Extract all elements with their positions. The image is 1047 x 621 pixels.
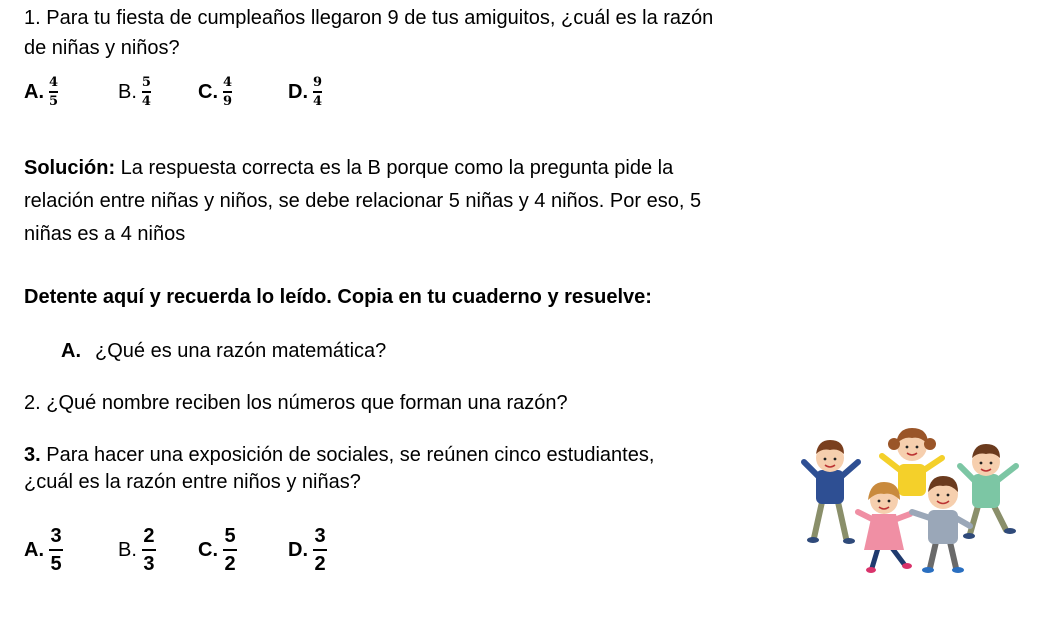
q3-option-b — [118, 526, 198, 574]
option-fraction — [313, 526, 327, 574]
option-label: B. — [118, 538, 137, 561]
stop-instruction: Detente aquí y recuerda lo leído. Copia en tu cuaderno y resuelve: — [24, 286, 652, 308]
q1-line1: 1. Para tu fiesta de cumpleaños llegaron 9 de tus amiguitos, ¿cuál es la razón — [24, 7, 714, 29]
q1-option-d — [288, 76, 322, 108]
solution-line2: relación entre niñas y niños, se debe relacionar 5 niñas y 4 niños. Por eso, 5 — [24, 190, 702, 212]
solution-title: Solución: — [24, 157, 116, 179]
fraction-bar — [49, 549, 63, 551]
boy-left-figure — [804, 440, 858, 544]
q3-option-c — [198, 526, 288, 574]
solution-text: La respuesta correcta es la B porque como la pregunta pide la — [115, 157, 674, 179]
option-fraction — [223, 76, 232, 108]
option-fraction — [49, 76, 58, 108]
option-label: C. — [198, 538, 218, 561]
option-label: D. — [288, 538, 308, 561]
fraction-bar — [142, 549, 156, 551]
q3-option-d — [288, 526, 327, 574]
fraction-denominator: 4 — [313, 93, 323, 109]
fraction-denominator: 4 — [141, 93, 151, 109]
q3-line1 — [24, 440, 654, 470]
fraction-numerator: 5 — [141, 75, 151, 91]
question-2: 2. ¿Qué nombre reciben los números que forman una razón? — [24, 392, 568, 414]
question-a-label: A. — [61, 340, 81, 362]
q1-option-b — [118, 76, 198, 108]
fraction-bar — [313, 549, 327, 551]
fraction-denominator: 9 — [223, 93, 233, 109]
option-fraction — [142, 76, 151, 108]
fraction-bar — [223, 549, 237, 551]
option-label: A. — [24, 80, 44, 103]
fraction-numerator: 9 — [313, 75, 323, 91]
q1-options — [24, 74, 322, 110]
fraction-denominator: 5 — [49, 93, 59, 109]
option-fraction — [313, 76, 322, 108]
fraction-numerator: 5 — [224, 525, 236, 547]
q1-line2: de niñas y niños? — [24, 37, 180, 59]
fraction-denominator: 3 — [143, 553, 155, 575]
fraction-bar — [142, 91, 151, 93]
fraction-bar — [223, 91, 232, 93]
q3-line2: ¿cuál es la razón entre niños y niñas? — [24, 471, 361, 493]
fraction-bar — [49, 91, 58, 93]
option-label: C. — [198, 80, 218, 103]
children-celebrating-illustration — [800, 422, 1030, 582]
fraction-denominator: 2 — [224, 553, 236, 575]
fraction-numerator: 3 — [50, 525, 62, 547]
question-a-text: ¿Qué es una razón matemática? — [95, 340, 387, 362]
fraction-numerator: 2 — [143, 525, 155, 547]
q3-option-a — [24, 526, 118, 574]
option-fraction — [223, 526, 237, 574]
q3-text: Para hacer una exposición de sociales, se reúnen cinco estudiantes, — [40, 444, 655, 466]
question-a — [61, 336, 386, 366]
option-label: D. — [288, 80, 308, 103]
fraction-denominator: 2 — [314, 553, 326, 575]
option-label: B. — [118, 80, 137, 103]
fraction-numerator: 3 — [314, 525, 326, 547]
children-illustration-svg — [800, 422, 1030, 582]
fraction-denominator: 5 — [50, 553, 62, 575]
solution-line3: niñas es a 4 niños — [24, 223, 186, 245]
q3-options — [24, 520, 327, 580]
option-fraction — [49, 526, 63, 574]
q1-option-a — [24, 76, 118, 108]
option-label: A. — [24, 538, 44, 561]
fraction-bar — [313, 91, 322, 93]
solution-line1 — [24, 153, 673, 183]
fraction-numerator: 4 — [223, 75, 233, 91]
option-fraction — [142, 526, 156, 574]
q1-option-c — [198, 76, 288, 108]
q3-number: 3. — [24, 444, 41, 466]
fraction-numerator: 4 — [49, 75, 59, 91]
